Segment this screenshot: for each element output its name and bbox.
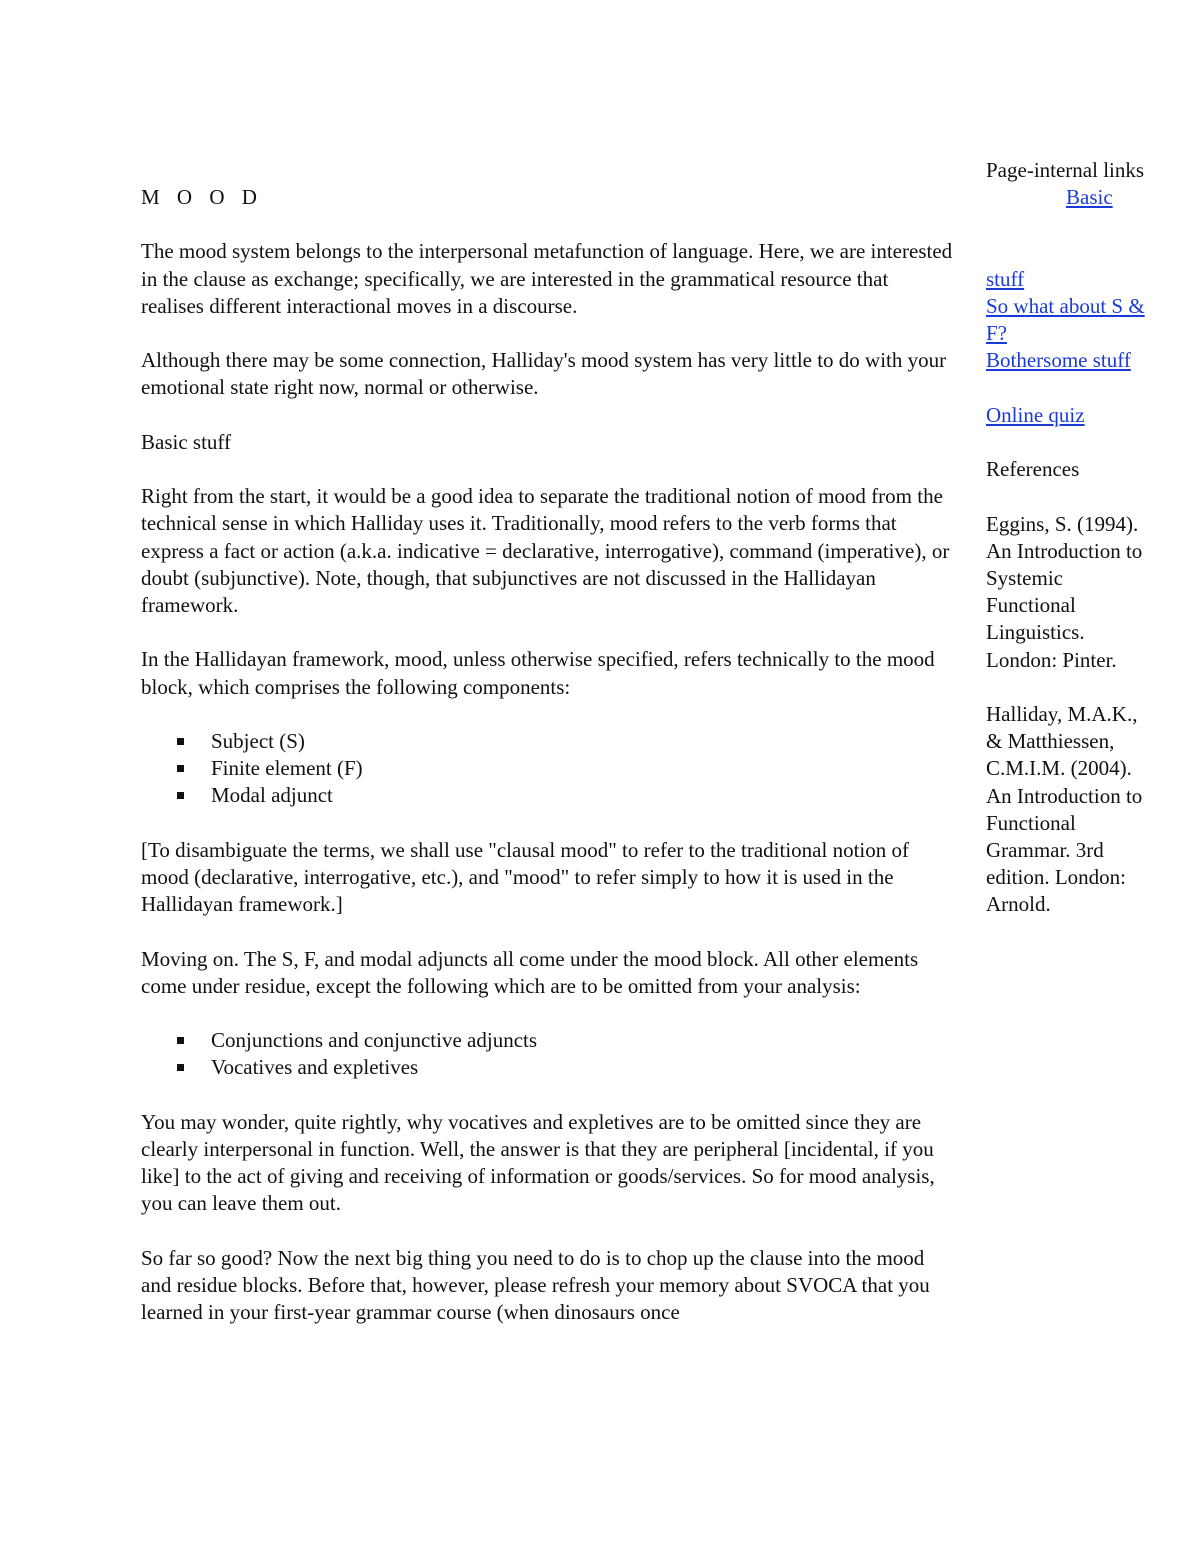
- list-item: Finite element (F): [211, 755, 956, 782]
- body-paragraph: Moving on. The S, F, and modal adjuncts all come under the mood block. All other elements come under residue, except the following which are to be omitted from your analysis:: [141, 946, 919, 998]
- omitted-elements-list: [141, 1027, 956, 1081]
- body-paragraph: Right from the start, it would be a good idea to separate the traditional notion of mood from the technical sense in which Halliday uses it. Traditionally, mood refers to the verb forms that express a fact or action (a.k.a. indicative = declarative, interrogative), command (imperative), or doubt (subjunctive). Note, though, that subjunctives are not discussed in the Hallidayan framework.: [141, 484, 950, 617]
- body-paragraph: So far so good? Now the next big thing you need to do is to chop up the clause into the mood and residue blocks. Before that, however, please refresh your memory about SVOCA that you learned in your first-year grammar course (when dinosaurs once: [141, 1245, 930, 1325]
- mood-components-list: [141, 728, 956, 810]
- link-bothersome-stuff[interactable]: Bothersome stuff: [986, 348, 1131, 373]
- intro-paragraph: Although there may be some connection, Halliday's mood system has very little to do with your emotional state right now, normal or otherwise.: [141, 348, 947, 400]
- list-item: Subject (S): [211, 728, 956, 755]
- list-item: Vocatives and expletives: [211, 1054, 956, 1081]
- reference-entry: Eggins, S. (1994). An Introduction to Systemic Functional Linguistics. London: Pinter.: [986, 511, 1143, 672]
- main-content: [141, 184, 956, 1354]
- body-paragraph: [To disambiguate the terms, we shall use "clausal mood" to refer to the traditional notion of mood (declarative, interrogative, etc.), and "mood" to refer simply to how it is used in the Hallidayan framework.]: [141, 837, 909, 917]
- link-online-quiz[interactable]: Online quiz: [986, 402, 1085, 427]
- intro-paragraph: The mood system belongs to the interpersonal metafunction of language. Here, we are interested in the clause as exchange; specifically, we are interested in the grammatical resource that realises different interactional moves in a discourse.: [141, 239, 953, 318]
- sidebar-heading: Page-internal links: [986, 158, 1145, 182]
- body-paragraph: In the Hallidayan framework, mood, unless otherwise specified, refers technically to the mood block, which comprises the following components:: [141, 647, 935, 699]
- reference-entry: Halliday, M.A.K., & Matthiessen, C.M.I.M. (2004). An Introduction to Functional Grammar. 3rd edition. London: Arnold.: [986, 702, 1143, 917]
- body-paragraph: You may wonder, quite rightly, why vocatives and expletives are to be omitted since they are clearly interpersonal in function. Well, the answer is that they are peripheral [incidental, if you like] to the act of giving and receiving of information or goods/services. So for mood analysis, you can leave them out.: [141, 1109, 935, 1216]
- list-item: Modal adjunct: [211, 782, 956, 809]
- section-heading-basic-stuff: Basic stuff: [141, 429, 232, 454]
- sidebar: [986, 157, 1151, 946]
- page-title: M O O D: [141, 185, 263, 209]
- link-basic-stuff[interactable]: Basic: [1066, 185, 1113, 210]
- link-so-what-about-s-and-f[interactable]: So what about S & F?: [986, 294, 1145, 346]
- link-basic-stuff-continued[interactable]: stuff: [986, 266, 1025, 291]
- list-item: Conjunctions and conjunctive adjuncts: [211, 1027, 956, 1054]
- page-internal-links: [986, 184, 1151, 456]
- references-heading: References: [986, 457, 1080, 482]
